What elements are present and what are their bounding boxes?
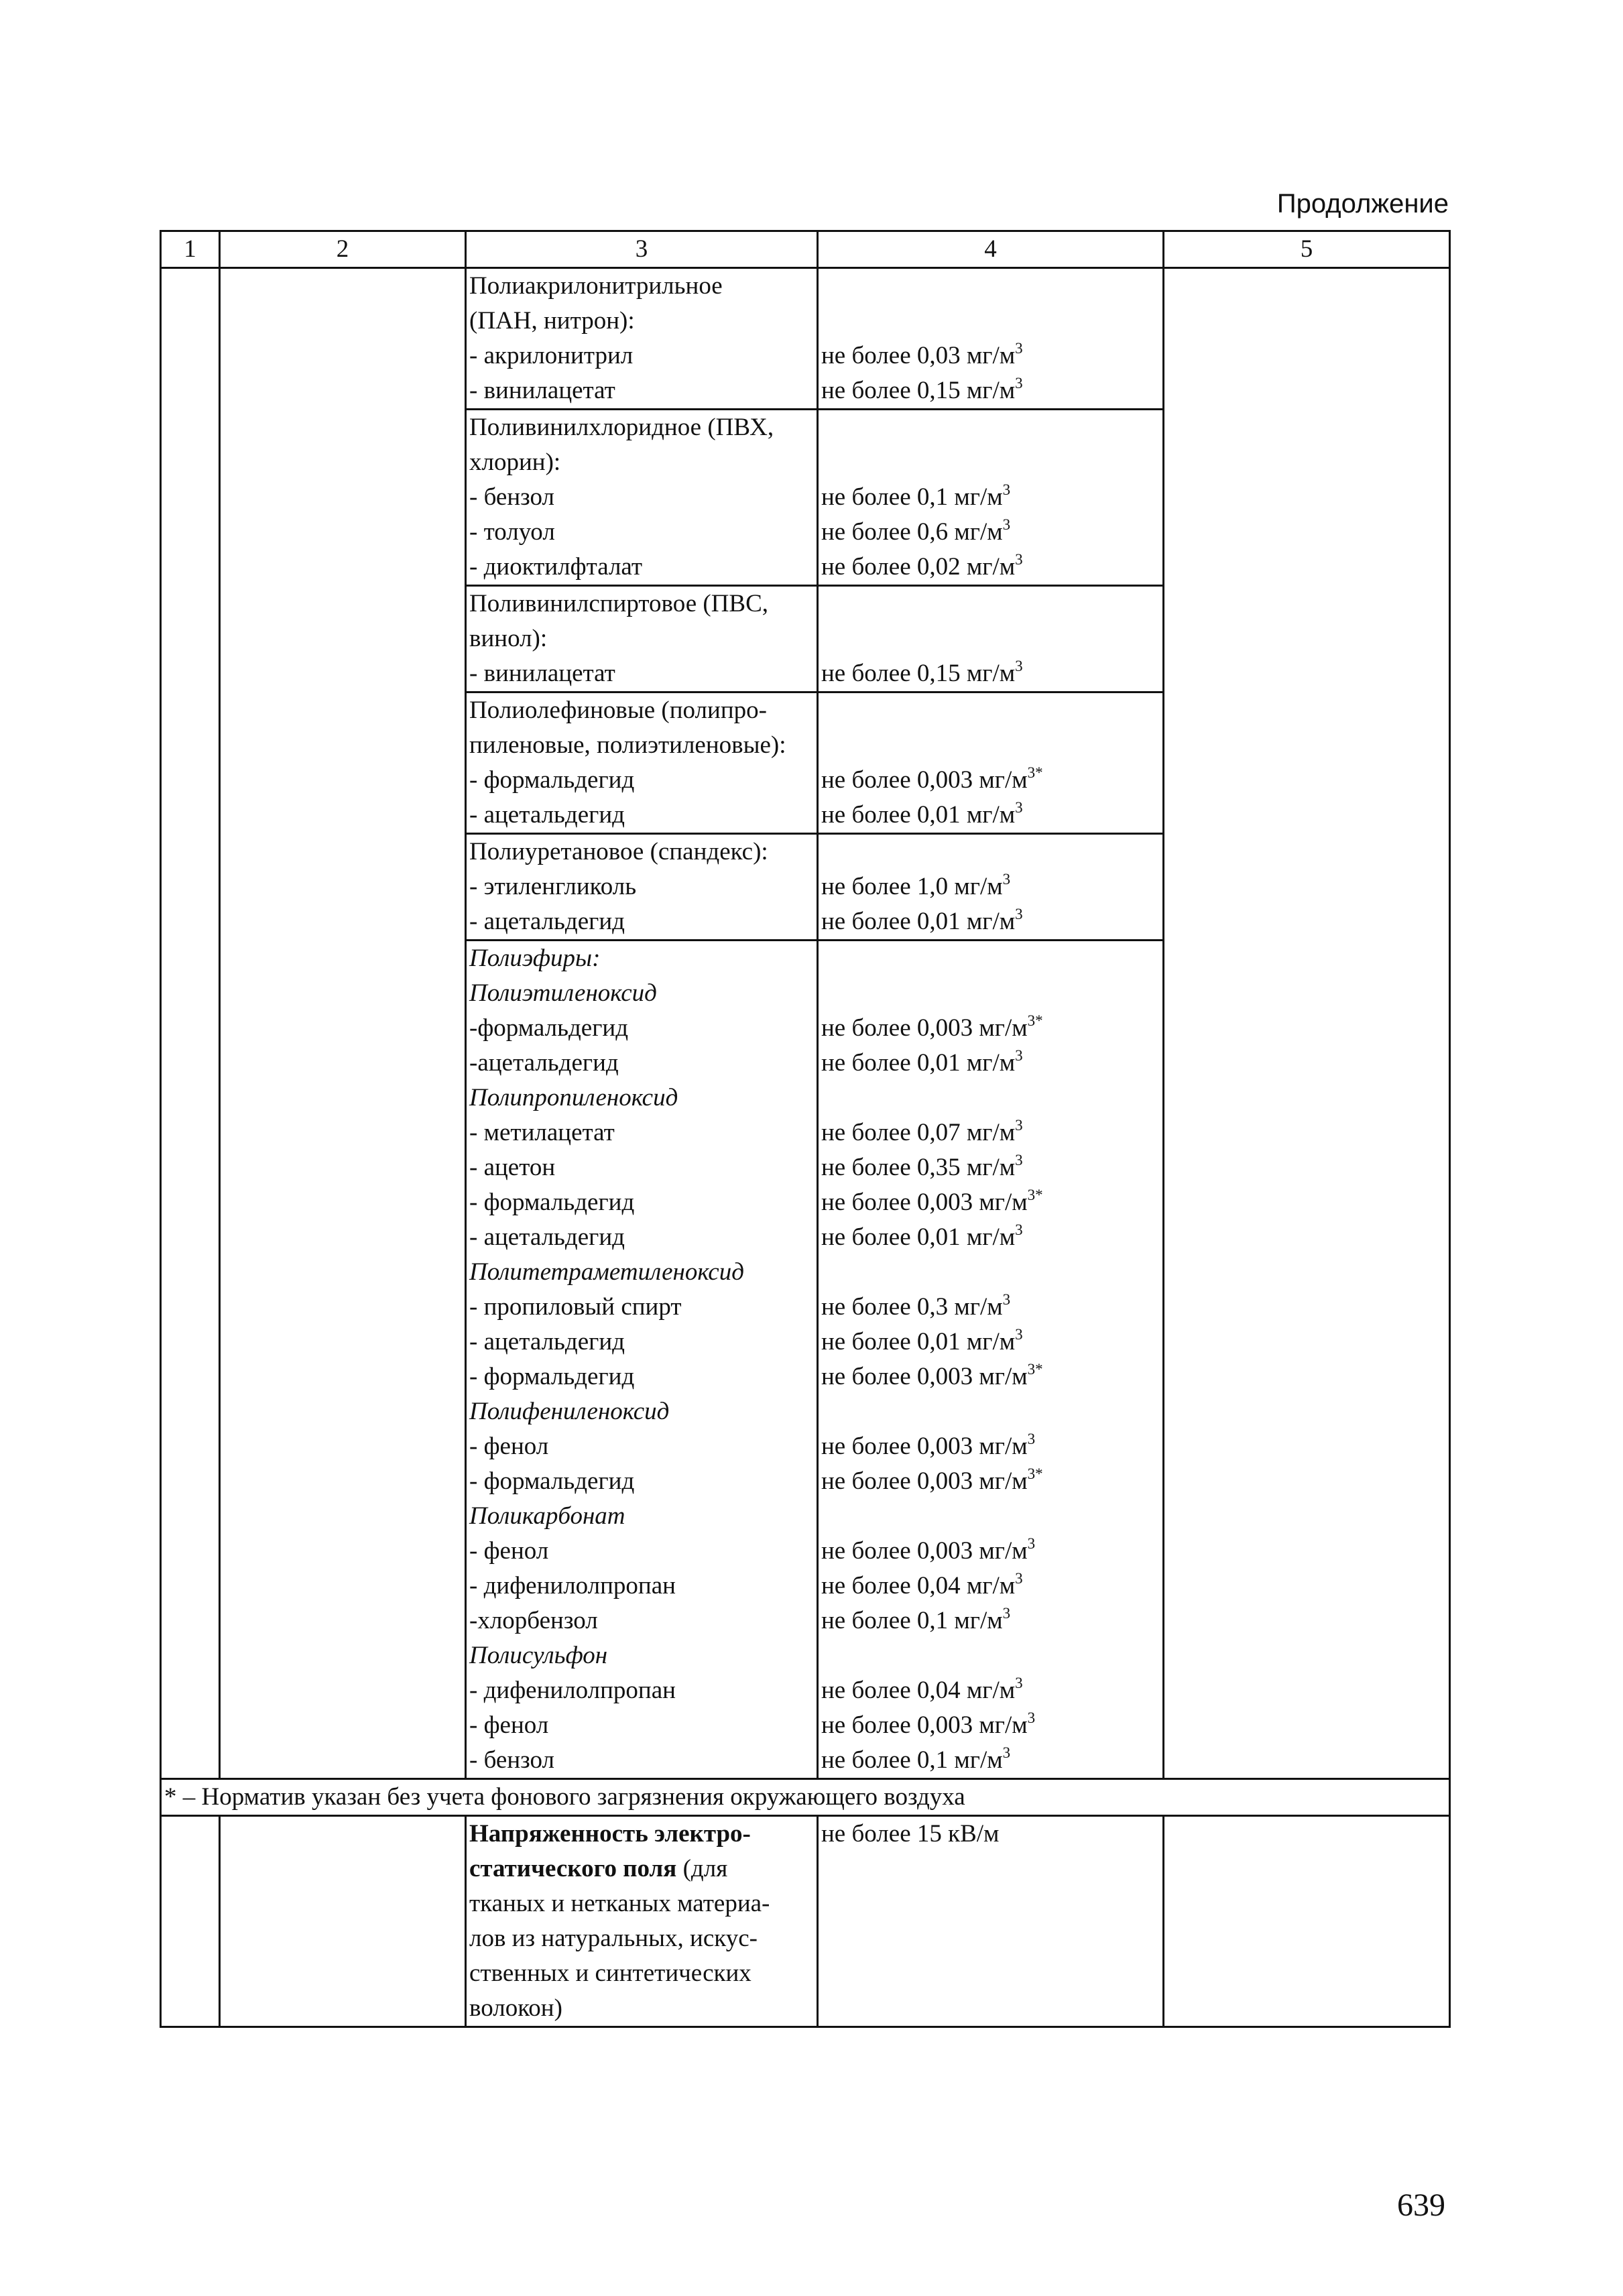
column-header-2: 2 xyxy=(220,231,466,268)
substance-name: - ацетальдегид xyxy=(469,1328,625,1355)
substance-cell xyxy=(466,268,818,410)
limit-cell xyxy=(818,586,1164,692)
indicator-description: тканых и нетканых материа- xyxy=(469,1890,770,1917)
continuation-label: Продолжение xyxy=(1276,189,1449,219)
column-1-cell xyxy=(161,268,220,1779)
substance-name: - ацетальдегид xyxy=(469,1223,625,1251)
limit-unit-exponent: 3 xyxy=(1015,1326,1023,1343)
limit-value: не более 0,6 $мг/м^3$ xyxy=(821,516,1011,546)
limit-value xyxy=(821,1255,1160,1290)
limit-cell xyxy=(818,692,1164,834)
limit-unit-exponent: 3 xyxy=(1015,799,1023,816)
substance-name: - винилацетат xyxy=(469,377,615,404)
substance-cell xyxy=(466,410,818,586)
column-header-4: 4 xyxy=(818,231,1164,268)
column-header-5: 5 xyxy=(1164,231,1450,268)
limit-cell xyxy=(818,834,1164,941)
limit-value: не более 0,01 $мг/м^3$ xyxy=(821,906,1023,935)
limit-unit-exponent: 3 xyxy=(1002,481,1011,498)
column-header-3: 3 xyxy=(466,231,818,268)
substance-name: Поливинилхлоридное (ПВХ, xyxy=(469,414,774,441)
limit-unit-exponent: 3 xyxy=(1027,1535,1036,1552)
substance-name: - дифенилолпропан xyxy=(469,1677,676,1704)
limit-value xyxy=(821,410,1160,445)
limit-value: не более 0,1 $мг/м^3$ xyxy=(821,1605,1011,1634)
limit-value: не более 0,01 $мг/м^3$ xyxy=(821,1326,1023,1355)
limit-unit-exponent: 3 xyxy=(1027,1709,1036,1726)
substance-name: - метилацетат xyxy=(469,1119,615,1146)
substance-name: винол): xyxy=(469,625,548,652)
limit-unit-exponent: 3* xyxy=(1027,764,1043,781)
substance-name: - формальдегид xyxy=(469,1467,635,1495)
substance-name: пиленовые, полиэтиленовые): xyxy=(469,731,786,759)
limit-value: не более 0,1 $мг/м^3$ xyxy=(821,481,1011,511)
substance-name: - винилацетат xyxy=(469,660,615,687)
limit-unit-exponent: 3 xyxy=(1015,1221,1023,1238)
substance-name: - этиленгликоль xyxy=(469,873,637,900)
substance-name: - бензол xyxy=(469,1746,555,1774)
limit-unit-exponent: 3 xyxy=(1015,1047,1023,1064)
substance-name: - акрилонитрил xyxy=(469,342,634,369)
indicator-name xyxy=(469,1817,814,1852)
limit-value: не более 0,04 $мг/м^3$ xyxy=(821,1570,1023,1599)
limit-value xyxy=(821,269,1160,304)
limit-value: не более 0,003 $мг/м^{3*}$ xyxy=(821,1012,1043,1042)
substance-cell xyxy=(466,834,818,941)
substance-name: Политетраметиленоксид xyxy=(469,1258,744,1286)
substance-name: - фенол xyxy=(469,1537,549,1565)
limit-cell xyxy=(818,268,1164,410)
limit-cell xyxy=(818,1816,1164,2027)
limit-value: не более 0,01 $мг/м^3$ xyxy=(821,799,1023,829)
substance-cell xyxy=(466,692,818,834)
limit-cell xyxy=(818,941,1164,1779)
column-1-cell xyxy=(161,1816,220,2027)
limit-value: не более 0,01 $мг/м^3$ xyxy=(821,1221,1023,1251)
substance-name: - формальдегид xyxy=(469,766,635,794)
limit-value: не более 0,03 $мг/м^3$ xyxy=(821,340,1023,369)
standards-table xyxy=(160,230,1451,2028)
substance-name: Полиэтиленоксид xyxy=(469,979,657,1007)
substance-name: - толуол xyxy=(469,518,555,546)
limit-value: не более 0,003 $мг/м^{3*}$ xyxy=(821,1187,1043,1216)
limit-unit-exponent: 3 xyxy=(1015,551,1023,568)
limit-value xyxy=(821,941,1160,976)
limit-value xyxy=(821,1638,1160,1673)
substance-name: (ПАН, нитрон): xyxy=(469,307,635,335)
limit-cell xyxy=(818,410,1164,586)
substance-name: -хлорбензол xyxy=(469,1607,598,1634)
limit-unit-exponent: 3 xyxy=(1002,1605,1011,1622)
limit-value: не более 0,15 $мг/м^3$ xyxy=(821,375,1023,404)
substance-name: - ацетон xyxy=(469,1154,556,1181)
limit-unit-exponent: 3 xyxy=(1015,1675,1023,1691)
limit-value: не более 0,003 $мг/м^3$ xyxy=(821,1535,1036,1565)
limit-unit-exponent: 3 xyxy=(1015,658,1023,674)
limit-value xyxy=(821,976,1160,1011)
substance-name: Полиолефиновые (полипро- xyxy=(469,697,767,724)
limit-value: не более 0,02 $мг/м^3$ xyxy=(821,551,1023,581)
substance-name: - формальдегид xyxy=(469,1189,635,1216)
limit-unit-exponent: 3 xyxy=(1002,871,1011,888)
substance-name: Полисульфон xyxy=(469,1642,608,1669)
column-2-cell xyxy=(220,1816,466,2027)
limit-unit-exponent: 3 xyxy=(1015,1117,1023,1134)
column-5-cell xyxy=(1164,1816,1450,2027)
limit-value xyxy=(821,304,1160,339)
limit-unit-exponent: 3 xyxy=(1015,340,1023,357)
substance-name: - фенол xyxy=(469,1711,549,1739)
limit-unit-exponent: 3 xyxy=(1015,375,1023,391)
substance-name: - бензол xyxy=(469,483,555,511)
limit-value: не более 1,0 $мг/м^3$ xyxy=(821,871,1011,900)
substance-cell xyxy=(466,586,818,692)
indicator-name xyxy=(469,1852,814,1886)
indicator-description: ственных и синтетических xyxy=(469,1959,752,1987)
limit-value xyxy=(821,587,1160,621)
substance-cell xyxy=(466,941,818,1779)
column-2-cell xyxy=(220,268,466,1779)
limit-unit-exponent: 3 xyxy=(1015,906,1023,922)
indicator-description: волокон) xyxy=(469,1994,562,2022)
limit-value: не более 0,35 $мг/м^3$ xyxy=(821,1152,1023,1181)
substance-name: - ацетальдегид xyxy=(469,908,625,935)
substance-name: - пропиловый спирт xyxy=(469,1293,682,1321)
limit-value: не более 0,07 $мг/м^3$ xyxy=(821,1117,1023,1146)
substance-name: Полиакрилонитрильное xyxy=(469,272,723,300)
header-row xyxy=(161,231,1450,268)
limit-value: не более 0,15 $мг/м^3$ xyxy=(821,658,1023,687)
limit-value: не более 0,003 $мг/м^{3*}$ xyxy=(821,1361,1043,1390)
column-header-1: 1 xyxy=(161,231,220,268)
indicator-name-bold: Напряженность электро- xyxy=(469,1820,751,1848)
limit-unit-exponent: 3 xyxy=(1027,1431,1036,1447)
indicator-description: лов из натуральных, искус- xyxy=(469,1925,758,1952)
substance-name: Полипропиленоксид xyxy=(469,1084,678,1111)
limit-value xyxy=(821,835,1160,869)
limit-value: не более 0,003 $мг/м^3$ xyxy=(821,1709,1036,1739)
limit-value: не более 0,003 $мг/м^3$ xyxy=(821,1431,1036,1460)
indicator-name-tail: (для xyxy=(676,1855,728,1882)
column-5-cell xyxy=(1164,268,1450,1779)
footnote-cell xyxy=(161,1779,1450,1816)
page-number: 639 xyxy=(1397,2187,1445,2223)
substance-name: -ацетальдегид xyxy=(469,1049,619,1077)
limit-value: не более 0,3 $мг/м^3$ xyxy=(821,1291,1011,1321)
substance-name: - ацетальдегид xyxy=(469,801,625,829)
substance-name: Полиэфиры: xyxy=(469,945,601,972)
limit-value: не более 15 кВ/м xyxy=(821,1820,1000,1848)
substance-name: - фенол xyxy=(469,1433,549,1460)
limit-unit-exponent: 3* xyxy=(1027,1361,1043,1378)
footnote-row xyxy=(161,1779,1450,1816)
footnote-text: * – Норматив указан без учета фонового загрязнения окружающего воздуха xyxy=(164,1783,965,1811)
substance-name: - диоктилфталат xyxy=(469,553,643,581)
limit-unit-exponent: 3 xyxy=(1015,1570,1023,1587)
substance-name: Поликарбонат xyxy=(469,1502,625,1530)
limit-value xyxy=(821,1081,1160,1115)
indicator-name-bold: статического поля xyxy=(469,1855,677,1882)
limit-value: не более 0,01 $мг/м^3$ xyxy=(821,1047,1023,1077)
limit-unit-exponent: 3 xyxy=(1002,1291,1011,1308)
substance-name: Полифениленоксид xyxy=(469,1398,670,1425)
substance-name: - дифенилолпропан xyxy=(469,1572,676,1599)
limit-value: не более 0,04 $мг/м^3$ xyxy=(821,1675,1023,1704)
limit-value: не более 0,003 $мг/м^{3*}$ xyxy=(821,764,1043,794)
substance-name: -формальдегид xyxy=(469,1014,629,1042)
limit-value xyxy=(821,445,1160,480)
limit-value xyxy=(821,1499,1160,1534)
limit-value xyxy=(821,728,1160,763)
limit-unit-exponent: 3* xyxy=(1027,1187,1043,1203)
limit-unit-exponent: 3 xyxy=(1015,1152,1023,1168)
substance-name: Полиуретановое (спандекс): xyxy=(469,838,768,865)
limit-unit-exponent: 3* xyxy=(1027,1012,1043,1029)
substance-name: Поливинилспиртовое (ПВС, xyxy=(469,590,769,617)
limit-value xyxy=(821,621,1160,656)
limit-unit-exponent: 3 xyxy=(1002,516,1011,533)
table-row xyxy=(161,268,1450,410)
limit-value xyxy=(821,1394,1160,1429)
limit-unit-exponent: 3 xyxy=(1002,1744,1011,1761)
table-row xyxy=(161,1816,1450,2027)
limit-value: не более 0,003 $мг/м^{3*}$ xyxy=(821,1465,1043,1495)
substance-name: - формальдегид xyxy=(469,1363,635,1390)
limit-value xyxy=(821,693,1160,728)
limit-unit-exponent: 3* xyxy=(1027,1465,1043,1482)
indicator-cell xyxy=(466,1816,818,2027)
limit-value: не более 0,1 $мг/м^3$ xyxy=(821,1744,1011,1774)
substance-name: хлорин): xyxy=(469,448,561,476)
